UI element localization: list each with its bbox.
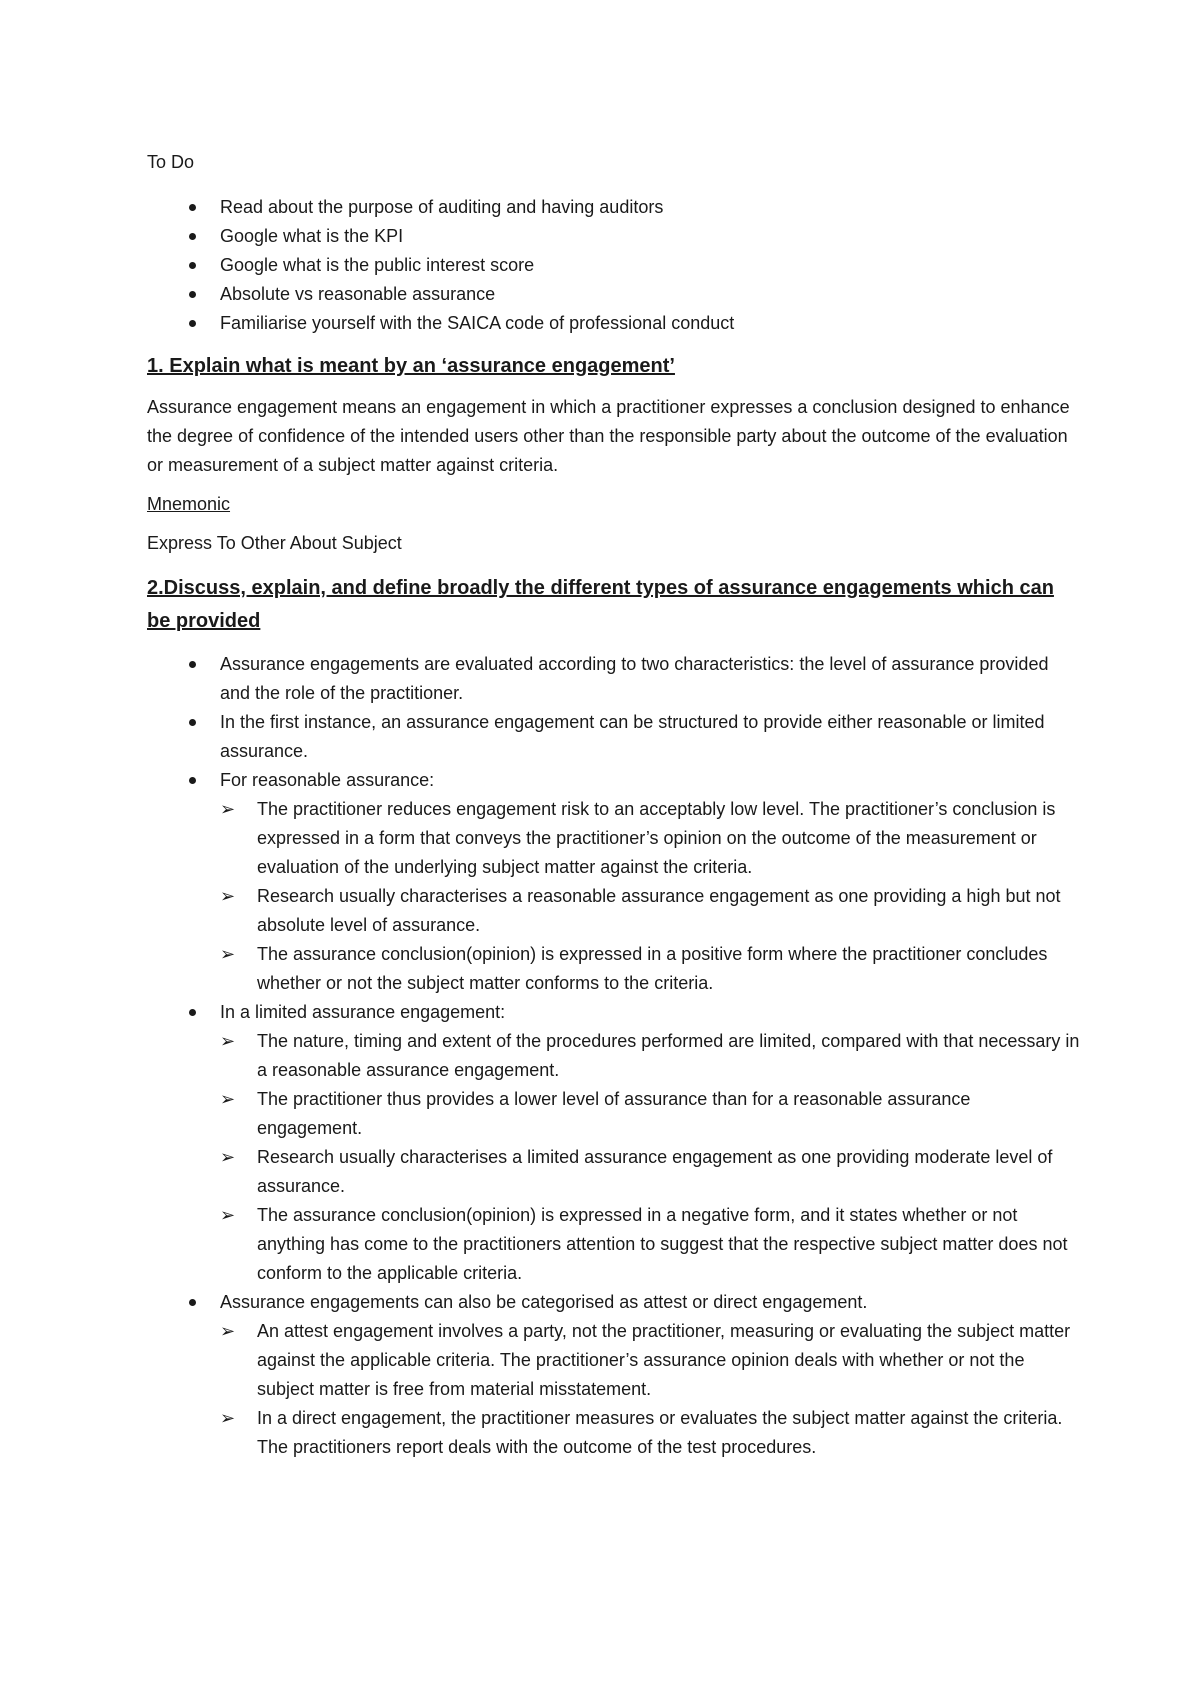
sub-list [220, 1027, 1080, 1288]
arrow-bullet-icon: ➢ [220, 799, 236, 819]
bullet-icon [189, 1009, 196, 1016]
bullet-icon [189, 233, 196, 240]
arrow-bullet-icon: ➢ [220, 1031, 236, 1051]
sub-list-item: ➢ An attest engagement involves a party, not the practitioner, measuring or evaluating the subject matter against the applicable criteria. The practitioner’s assurance opinion deals with whether or not the subject matter is free from material misstatement. [220, 1317, 1080, 1404]
sub-list [220, 1317, 1080, 1462]
bullet-icon [189, 320, 196, 327]
section1-heading: 1. Explain what is meant by an ‘assurance engagement’ [147, 355, 675, 377]
list-item: Google what is the KPI [147, 222, 1080, 251]
bullet-icon [189, 777, 196, 784]
sub-list-item: ➢ In a direct engagement, the practitioner measures or evaluates the subject matter against the criteria. The practitioners report deals with the outcome of the test procedures. [220, 1404, 1080, 1462]
list-item: Google what is the public interest score [147, 251, 1080, 280]
arrow-bullet-icon: ➢ [220, 1321, 236, 1341]
section2-list [147, 650, 1080, 1462]
mnemonic-label: Mnemonic [147, 494, 231, 514]
arrow-bullet-icon: ➢ [220, 1089, 236, 1109]
arrow-bullet-icon: ➢ [220, 944, 236, 964]
list-item: Assurance engagements are evaluated according to two characteristics: the level of assurance provided and the role of the practitioner. [147, 650, 1080, 708]
section2-heading: 2.Discuss, explain, and define broadly the different types of assurance engagements which can be provided [147, 577, 1054, 632]
arrow-bullet-icon: ➢ [220, 1205, 236, 1225]
mnemonic-text: Express To Other About Subject [147, 533, 402, 553]
bullet-icon [189, 291, 196, 298]
list-item: Assurance engagements can also be categorised as attest or direct engagement. ➢ An attest engagement involves a party, not the practitioner, measuring or evaluating the subject matter against the applicable criteria. The practitioner’s assurance opinion deals with whether or not the subject matter is free from material misstatement. ➢ In a direct engagement, the practitioner measures or evaluates the subject matter against the criteria. The practitioners report deals with the outcome of the test procedures. [147, 1288, 1080, 1462]
sub-list-item: ➢ The assurance conclusion(opinion) is expressed in a negative form, and it states whether or not anything has come to the practitioners attention to suggest that the respective subject matter does not conform to the applicable criteria. [220, 1201, 1080, 1288]
sub-list-item: ➢ Research usually characterises a reasonable assurance engagement as one providing a high but not absolute level of assurance. [220, 882, 1080, 940]
list-item: Read about the purpose of auditing and having auditors [147, 193, 1080, 222]
list-item: Familiarise yourself with the SAICA code of professional conduct [147, 309, 1080, 338]
list-item: For reasonable assurance: ➢ The practitioner reduces engagement risk to an acceptably low level. The practitioner’s conclusion is expressed in a form that conveys the practitioner’s opinion on the outcome of the measurement or evaluation of the underlying subject matter against the criteria. ➢ Research usually characterises a reasonable assurance engagement as one providing a high but not absolute level of assurance. ➢ The assurance conclusion(opinion) is expressed in a positive form where the practitioner concludes whether or not the subject matter conforms to the criteria. [147, 766, 1080, 998]
sub-list-item: ➢ The assurance conclusion(opinion) is expressed in a positive form where the practitioner concludes whether or not the subject matter conforms to the criteria. [220, 940, 1080, 998]
bullet-icon [189, 661, 196, 668]
section1-paragraph: Assurance engagement means an engagement in which a practitioner expresses a conclusion designed to enhance the degree of confidence of the intended users other than the responsible party about the outcome of the evaluation or measurement of a subject matter against criteria. [147, 397, 1070, 475]
bullet-icon [189, 262, 196, 269]
list-item: Absolute vs reasonable assurance [147, 280, 1080, 309]
sub-list-item: ➢ Research usually characterises a limited assurance engagement as one providing moderate level of assurance. [220, 1143, 1080, 1201]
bullet-icon [189, 719, 196, 726]
todo-list [147, 193, 1080, 338]
sub-list [220, 795, 1080, 998]
arrow-bullet-icon: ➢ [220, 1408, 236, 1428]
arrow-bullet-icon: ➢ [220, 1147, 236, 1167]
list-item: In a limited assurance engagement: ➢ The nature, timing and extent of the procedures performed are limited, compared with that necessary in a reasonable assurance engagement. ➢ The practitioner thus provides a lower level of assurance than for a reasonable assurance engagement. ➢ Research usually characterises a limited assurance engagement as one providing moderate level of assurance. ➢ The assurance conclusion(opinion) is expressed in a negative form, and it states whether or not anything has come to the practitioners attention to suggest that the respective subject matter does not conform to the applicable criteria. [147, 998, 1080, 1288]
arrow-bullet-icon: ➢ [220, 886, 236, 906]
bullet-icon [189, 1299, 196, 1306]
bullet-icon [189, 204, 196, 211]
sub-list-item: ➢ The practitioner thus provides a lower level of assurance than for a reasonable assurance engagement. [220, 1085, 1080, 1143]
list-item: In the first instance, an assurance engagement can be structured to provide either reasonable or limited assurance. [147, 708, 1080, 766]
sub-list-item: ➢ The nature, timing and extent of the procedures performed are limited, compared with that necessary in a reasonable assurance engagement. [220, 1027, 1080, 1085]
todo-label: To Do [147, 152, 195, 172]
sub-list-item: ➢ The practitioner reduces engagement risk to an acceptably low level. The practitioner’s conclusion is expressed in a form that conveys the practitioner’s opinion on the outcome of the measurement or evaluation of the underlying subject matter against the criteria. [220, 795, 1080, 882]
